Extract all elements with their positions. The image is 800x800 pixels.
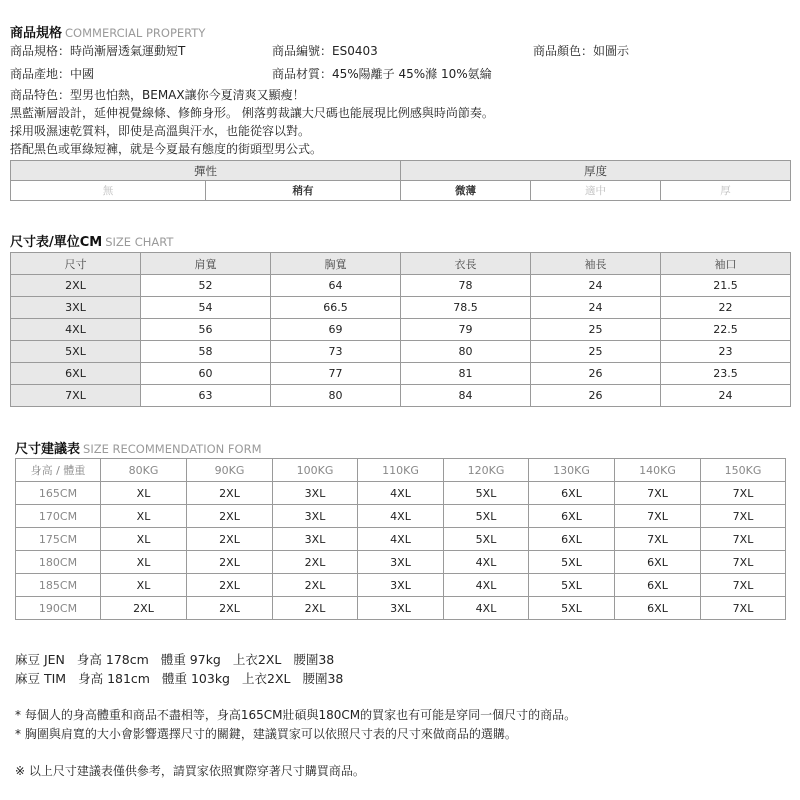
weight-header: 150KG: [701, 459, 786, 482]
size-cell: 52: [141, 275, 271, 297]
recommend-header-row: [16, 459, 786, 482]
recommend-cell: XL: [101, 551, 187, 574]
table-row: [16, 597, 786, 620]
size-chart-header-row: [11, 253, 791, 275]
size-cell: 22.5: [661, 319, 791, 341]
size-chart-table: [10, 252, 791, 407]
model-height: 身高 178cm: [76, 652, 149, 667]
recommend-cell: 4XL: [358, 482, 444, 505]
elasticity-option-selected: 稍有: [206, 181, 401, 201]
recommend-cell: XL: [101, 482, 187, 505]
recommend-corner-label: 身高 / 體重: [16, 459, 101, 482]
size-cell: 25: [531, 319, 661, 341]
recommend-cell: 4XL: [444, 597, 529, 620]
size-label: 5XL: [11, 341, 141, 363]
table-row: [11, 385, 791, 407]
weight-header: 130KG: [529, 459, 615, 482]
recommend-cell: 6XL: [529, 528, 615, 551]
weight-header: 120KG: [444, 459, 529, 482]
height-label: 170CM: [16, 505, 101, 528]
recommend-cell: 5XL: [529, 597, 615, 620]
size-chart-header: 胸寬: [271, 253, 401, 275]
product-section-title: [10, 22, 205, 41]
note-line-2: * 胸圍與肩寬的大小會影響選擇尺寸的關鍵，建議買家可以依照尺寸表的尺寸來做商品的選購。: [15, 727, 517, 741]
recommend-section-title: [15, 438, 262, 457]
product-row-2: [10, 65, 790, 85]
size-cell: 23: [661, 341, 791, 363]
table-row: [11, 341, 791, 363]
recommend-cell: 3XL: [358, 597, 444, 620]
table-row: [11, 363, 791, 385]
recommend-cell: 6XL: [615, 574, 701, 597]
size-cell: 78.5: [401, 297, 531, 319]
thickness-option: 適中: [531, 181, 661, 201]
weight-header: 90KG: [187, 459, 273, 482]
size-chart-header: 肩寬: [141, 253, 271, 275]
size-cell: 58: [141, 341, 271, 363]
size-cell: 21.5: [661, 275, 791, 297]
recommend-cell: 7XL: [615, 482, 701, 505]
height-label: 180CM: [16, 551, 101, 574]
table-row: [16, 551, 786, 574]
table-row: [11, 319, 791, 341]
table-row: [16, 574, 786, 597]
size-cell: 73: [271, 341, 401, 363]
recommend-cell: 3XL: [358, 551, 444, 574]
recommend-cell: 5XL: [529, 574, 615, 597]
recommend-cell: 2XL: [187, 597, 273, 620]
recommend-cell: 7XL: [701, 551, 786, 574]
note-line-3: ※ 以上尺寸建議表僅供參考，請買家依照實際穿著尺寸購買商品。: [15, 764, 365, 778]
size-cell: 79: [401, 319, 531, 341]
size-label: 3XL: [11, 297, 141, 319]
recommend-cell: 2XL: [187, 482, 273, 505]
product-color: 商品顏色：如圖示: [533, 44, 630, 58]
recommend-cell: 7XL: [701, 482, 786, 505]
recommend-cell: 3XL: [273, 482, 358, 505]
recommend-cell: 2XL: [273, 574, 358, 597]
model-weight: 體重 97kg: [160, 652, 221, 667]
recommend-cell: XL: [101, 528, 187, 551]
recommend-cell: 4XL: [444, 574, 529, 597]
recommend-cell: 7XL: [615, 528, 701, 551]
recommend-cell: 6XL: [615, 551, 701, 574]
size-cell: 25: [531, 341, 661, 363]
table-row: [16, 482, 786, 505]
product-title: 商品規格: [10, 26, 63, 41]
feature-line-3: 採用吸濕速乾質料，即使是高溫與汗水，也能從容以對。: [10, 124, 311, 138]
size-recommendation-table: [15, 458, 786, 620]
size-chart-header: 袖口: [661, 253, 791, 275]
product-material: 商品材質：45%陽離子 45%滌 10%氨綸: [272, 67, 492, 81]
size-cell: 23.5: [661, 363, 791, 385]
recommend-cell: 6XL: [615, 597, 701, 620]
recommend-cell: 5XL: [444, 482, 529, 505]
size-cell: 66.5: [271, 297, 401, 319]
recommend-cell: 2XL: [273, 551, 358, 574]
recommend-title-en: SIZE RECOMMENDATION FORM: [83, 442, 262, 456]
size-cell: 80: [271, 385, 401, 407]
recommend-cell: 4XL: [358, 528, 444, 551]
elasticity-label: 彈性: [11, 161, 401, 181]
thickness-option: 厚: [661, 181, 791, 201]
product-name: 商品規格：時尚漸層透氣運動短T: [10, 44, 186, 58]
recommend-cell: 2XL: [187, 505, 273, 528]
size-cell: 78: [401, 275, 531, 297]
elasticity-option: 無: [11, 181, 206, 201]
recommend-cell: 7XL: [701, 528, 786, 551]
table-row: [16, 505, 786, 528]
recommend-cell: 7XL: [701, 597, 786, 620]
recommend-cell: 2XL: [273, 597, 358, 620]
height-label: 185CM: [16, 574, 101, 597]
size-chart-title: 尺寸表/單位CM: [10, 235, 103, 250]
weight-header: 100KG: [273, 459, 358, 482]
size-cell: 64: [271, 275, 401, 297]
size-chart-title-en: SIZE CHART: [105, 235, 174, 249]
size-cell: 84: [401, 385, 531, 407]
size-cell: 22: [661, 297, 791, 319]
model-name: 麻豆 JEN: [15, 652, 65, 667]
product-title-en: COMMERCIAL PROPERTY: [65, 26, 206, 40]
table-row: [11, 275, 791, 297]
recommend-cell: XL: [101, 505, 187, 528]
size-label: 4XL: [11, 319, 141, 341]
recommend-cell: 2XL: [187, 574, 273, 597]
size-cell: 24: [531, 297, 661, 319]
weight-header: 110KG: [358, 459, 444, 482]
size-label: 2XL: [11, 275, 141, 297]
recommend-cell: 5XL: [529, 551, 615, 574]
model-name: 麻豆 TIM: [15, 671, 67, 686]
size-cell: 24: [661, 385, 791, 407]
recommend-cell: 4XL: [444, 551, 529, 574]
recommend-cell: 4XL: [358, 505, 444, 528]
weight-header: 140KG: [615, 459, 701, 482]
size-cell: 26: [531, 363, 661, 385]
recommend-title: 尺寸建議表: [15, 442, 81, 457]
recommend-cell: XL: [101, 574, 187, 597]
height-label: 175CM: [16, 528, 101, 551]
thickness-label: 厚度: [401, 161, 791, 181]
size-cell: 26: [531, 385, 661, 407]
table-row: [16, 528, 786, 551]
size-cell: 81: [401, 363, 531, 385]
model-weight: 體重 103kg: [161, 671, 230, 686]
model-height: 身高 181cm: [78, 671, 150, 686]
model-waist: 腰圍38: [302, 671, 344, 686]
product-code: 商品編號：ES0403: [272, 44, 378, 58]
recommend-cell: 2XL: [101, 597, 187, 620]
height-label: 165CM: [16, 482, 101, 505]
recommend-cell: 5XL: [444, 505, 529, 528]
recommend-cell: 7XL: [701, 505, 786, 528]
size-chart-header: 袖長: [531, 253, 661, 275]
product-row-1: [10, 42, 790, 62]
size-cell: 69: [271, 319, 401, 341]
recommend-cell: 5XL: [444, 528, 529, 551]
size-cell: 60: [141, 363, 271, 385]
feature-line-2: 黑藍漸層設計，延伸視覺線條、修飾身形。 俐落剪裁讓大尺碼也能展現比例感與時尚節奏。: [10, 106, 494, 120]
thickness-option-selected: 微薄: [401, 181, 531, 201]
model-top-size: 上衣2XL: [232, 652, 282, 667]
size-cell: 63: [141, 385, 271, 407]
recommend-cell: 7XL: [701, 574, 786, 597]
size-label: 6XL: [11, 363, 141, 385]
size-label: 7XL: [11, 385, 141, 407]
recommend-cell: 6XL: [529, 505, 615, 528]
weight-header: 80KG: [101, 459, 187, 482]
size-cell: 56: [141, 319, 271, 341]
model-top-size: 上衣2XL: [242, 671, 291, 686]
recommend-cell: 7XL: [615, 505, 701, 528]
feature-line-1: 商品特色：型男也怕熱，BEMAX讓你今夏清爽又顯瘦！: [10, 88, 305, 102]
model-waist: 腰圍38: [293, 652, 335, 667]
feature-line-4: 搭配黑色或軍綠短褲，就是今夏最有態度的街頭型男公式。: [10, 142, 323, 156]
recommend-cell: 3XL: [273, 505, 358, 528]
recommend-cell: 3XL: [273, 528, 358, 551]
size-cell: 80: [401, 341, 531, 363]
product-origin: 商品產地：中國: [10, 67, 95, 81]
recommend-cell: 3XL: [358, 574, 444, 597]
recommend-cell: 6XL: [529, 482, 615, 505]
model-info-jen: [15, 650, 346, 668]
size-chart-header: 衣長: [401, 253, 531, 275]
note-line-1: * 每個人的身高體重和商品不盡相等，身高165CM壯碩與180CM的買家也有可能是穿同一個尺寸的商品。: [15, 708, 577, 722]
elasticity-thickness-table: [10, 160, 791, 201]
height-label: 190CM: [16, 597, 101, 620]
recommend-cell: 2XL: [187, 528, 273, 551]
table-row: [11, 297, 791, 319]
size-cell: 24: [531, 275, 661, 297]
model-info-tim: [15, 669, 355, 687]
recommend-cell: 2XL: [187, 551, 273, 574]
size-chart-header: 尺寸: [11, 253, 141, 275]
size-cell: 77: [271, 363, 401, 385]
size-cell: 54: [141, 297, 271, 319]
size-chart-section-title: [10, 231, 173, 250]
